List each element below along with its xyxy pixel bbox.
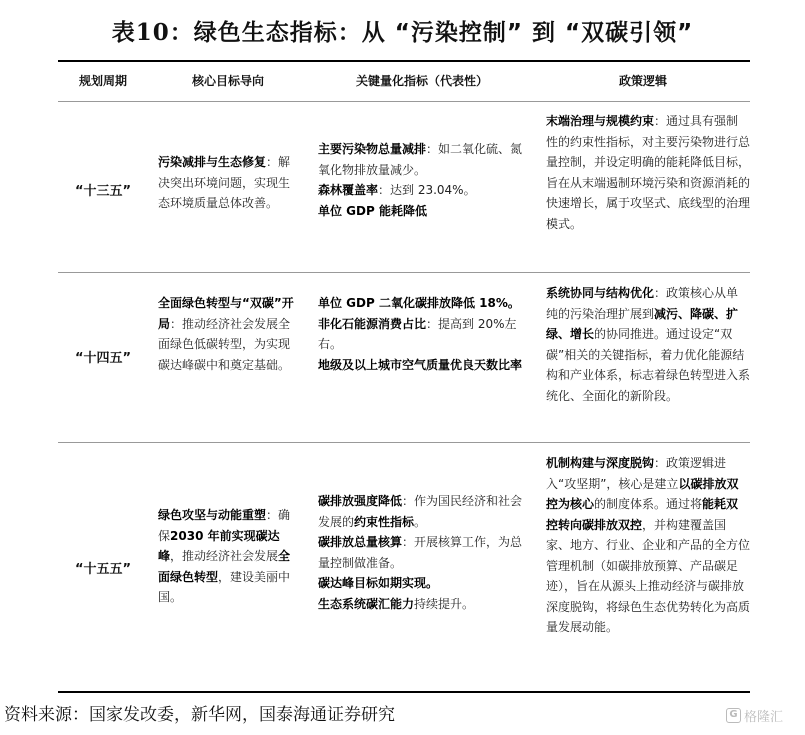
- header-goal: 核心目标导向: [191, 74, 264, 88]
- source-note: 资料来源：国家发改委，新华网，国泰海通证券研究: [4, 705, 395, 725]
- indicator-item: 地级及以上城市空气质量优良天数比率: [318, 357, 523, 372]
- header-divider: [58, 101, 750, 102]
- indicators-13th: [318, 139, 530, 221]
- indicator-item: 单位 GDP 二氧化碳排放降低 18%。: [318, 296, 520, 310]
- indicator-item: 碳排放强度降低：作为国民经济和社会发展的约束性指标。: [318, 494, 523, 529]
- period-15th: “十五五”: [74, 562, 132, 577]
- bottom-rule: [58, 691, 750, 693]
- period-14th: “十四五”: [74, 351, 132, 366]
- watermark-icon: G: [726, 708, 741, 723]
- indicator-item: 生态系统碳汇能力持续提升。: [318, 596, 475, 611]
- indicator-item: 主要污染物总量减排：如二氧化硫、氮氧化物排放量减少。: [318, 142, 523, 177]
- table-title: [0, 14, 805, 47]
- table-number: 表10：: [111, 19, 194, 46]
- header-logic: 政策逻辑: [618, 74, 667, 88]
- header-indicators: 关键量化指标（代表性）: [355, 74, 488, 88]
- indicator-item: 碳达峰目标如期实现。: [318, 576, 439, 590]
- top-rule: [58, 60, 750, 62]
- header-period: 规划周期: [78, 74, 127, 88]
- indicators-15th: [318, 491, 530, 614]
- indicator-item: 非化石能源消费占比：提高到 20%左右。: [318, 316, 517, 351]
- logic-13th: 末端治理与规模约束：通过具有强制性的约束性指标，对主要污染物进行总量控制，并设定明确的能耗降低目标，旨在从末端遏制环境污染和资源消耗的快速增长，属于攻坚式、底线型的治理模式。: [546, 114, 751, 231]
- goal-14th: 全面绿色转型与“双碳”开局：推动经济社会发展全面绿色低碳转型，为实现碳达峰碳中和奠定基础。: [158, 296, 294, 372]
- watermark-text: 格隆汇: [744, 710, 784, 725]
- logic-15th: 机制构建与深度脱钩：政策逻辑进入“攻坚期”，核心是建立以碳排放双控为核心的制度体系。通过将能耗双控转向碳排放双控，并构建覆盖国家、地方、行业、企业和产品的全方位管理机制（如碳排放预算、产品碳足迹），旨在从源头上推动经济与碳排放深度脱钩，将绿色生态优势转化为高质量发展动能。: [546, 456, 751, 634]
- title-text: 绿色生态指标：从 “污染控制” 到 “双碳引领”: [193, 20, 694, 46]
- logic-14th: 系统协同与结构优化：政策核心从单纯的污染治理扩展到减污、降碳、扩绿、增长的协同推进。通过设定“双碳”相关的关键指标，着力优化能源结构和产业体系，标志着绿色转型进入系统化、全面化的新阶段。: [546, 286, 751, 403]
- row-divider: [58, 442, 750, 443]
- goal-15th: 绿色攻坚与动能重塑：确保2030 年前实现碳达峰，推动经济社会发展全面绿色转型，建设美丽中国。: [158, 508, 291, 604]
- indicator-item: 单位 GDP 能耗降低: [318, 203, 427, 218]
- period-13th: “十三五”: [74, 184, 132, 199]
- indicators-14th: [318, 293, 530, 375]
- watermark-logo: [726, 706, 783, 725]
- row-divider: [58, 272, 750, 273]
- goal-13th: 污染减排与生态修复：解决突出环境问题，实现生态环境质量总体改善。: [158, 155, 291, 210]
- indicator-item: 碳排放总量核算：开展核算工作，为总量控制做准备。: [318, 535, 523, 570]
- indicator-item: 森林覆盖率：达到 23.04%。: [318, 183, 476, 197]
